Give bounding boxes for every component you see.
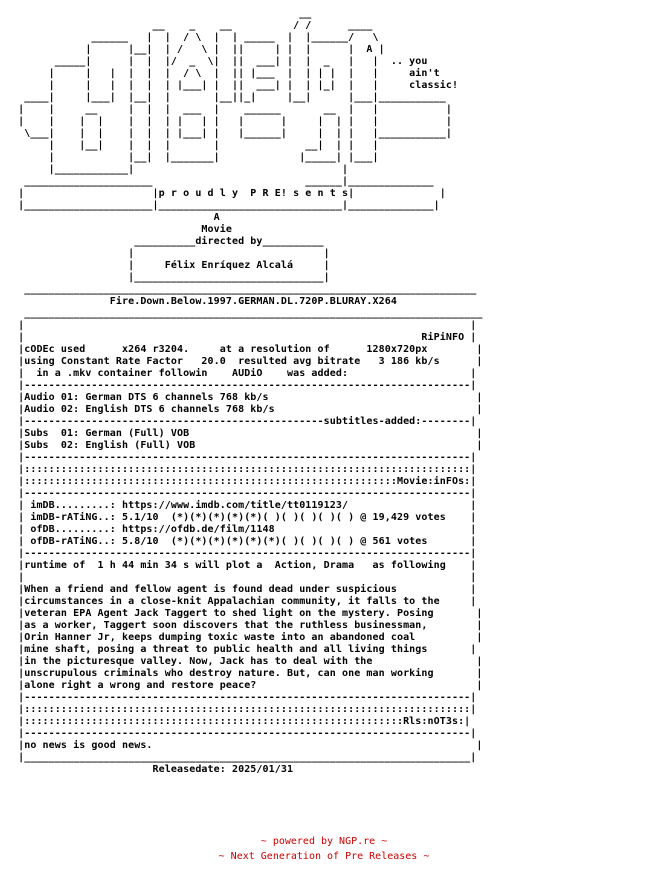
- nfo-line: | in a .mkv container followin AUDiO was added: |: [12, 368, 477, 379]
- nfo-line: |no news is good news. |: [12, 740, 483, 751]
- nfo-line: | ofDB-rATiNG..: 5.8/10 (*)(*)(*)(*)(*)(*)( )( )( )( ) @ 561 votes |: [12, 536, 477, 547]
- nfo-line: |_____________________|______________________________|______________|: [12, 200, 440, 211]
- nfo-line: | imDB-rATiNG..: 5.1/10 (*)(*)(*)(*)(*)( )( )( )( )( ) @ 19,429 votes |: [12, 512, 477, 523]
- nfo-line: |:::::::::::::::::::::::::::::::::::::::::::::::::::::::::::::::::::::::::|: [12, 704, 477, 715]
- nfo-line: |cODEc used x264 r3204. at a resolution of 1280x720px |: [12, 344, 483, 355]
- nfo-line: |Subs 02: English (Full) VOB |: [12, 440, 483, 451]
- nfo-text: [12, 8, 483, 776]
- nfo-line: |runtime of 1 h 44 min 34 s will plot a Action, Drama as following |: [12, 560, 477, 571]
- nfo-line: | |__| | | | | __| | | |: [12, 140, 379, 151]
- nfo-line: __: [12, 8, 367, 19]
- nfo-line: |unscrupulous criminals who destroy nature. But, can one man working |: [12, 668, 483, 679]
- nfo-line: |-------------------------------------------------------------------------|: [12, 692, 477, 703]
- nfo-line: |circumstances in a close-knit Appalachian community, it falls to the |: [12, 596, 477, 607]
- nfo-line: |::::::::::::::::::::::::::::::::::::::::::::::::::::::::::::::Rls:nOT3s:|: [12, 716, 471, 727]
- nfo-line: | imDB.........: https://www.imdb.com/title/tt0119123/ |: [12, 500, 477, 511]
- nfo-line: Releasedate: 2025/01/31: [12, 764, 294, 775]
- nfo-line: _____________________ ______|______________: [12, 176, 434, 187]
- nfo-line: | |: [12, 248, 330, 259]
- nfo-line: |Subs 01: German (Full) VOB |: [12, 428, 483, 439]
- nfo-line: | |__| | / \ | || | | | | A |: [12, 44, 385, 55]
- nfo-line: |in the picturesque valley. Now, Jack has to deal with the |: [12, 656, 483, 667]
- nfo-line: | | | | | | / \ | || |___ | | | | | | ain't: [12, 68, 440, 79]
- nfo-line: |_________________________________________________________________________|: [12, 752, 477, 763]
- nfo-line: A: [12, 212, 220, 223]
- footer: [0, 834, 648, 864]
- tagline: ~ Next Generation of Pre Releases ~: [218, 851, 430, 862]
- powered-by-line: ~ powered by NGP.re ~: [260, 836, 388, 847]
- nfo-line: |:::::::::::::::::::::::::::::::::::::::::::::::::::::::::::::::::::::::::|: [12, 464, 477, 475]
- nfo-line: __ _ __ / / ____: [12, 20, 373, 31]
- nfo-line: __________directed by__________: [12, 236, 324, 247]
- nfo-line: |veteran EPA Agent Jack Taggert to shed light on the mystery. Posing |: [12, 608, 483, 619]
- nfo-line: | | __ | | | ___ | ______ __ | | |: [12, 104, 452, 115]
- nfo-line: | RiPiNFO |: [12, 332, 477, 343]
- nfo-line: | ofDB.........: https://ofdb.de/film/1148 |: [12, 524, 477, 535]
- nfo-line: ___________________________________________________________________________: [12, 308, 483, 319]
- nfo-line: |-------------------------------------------------subtitles-added:--------|: [12, 416, 477, 427]
- nfo-line: |mine shaft, posing a threat to public health and all living things |: [12, 644, 477, 655]
- nfo-line: |-------------------------------------------------------------------------|: [12, 728, 477, 739]
- nfo-line: Fire.Down.Below.1997.GERMAN.DL.720P.BLURAY.X264: [12, 296, 397, 307]
- nfo-line: |Audio 02: English DTS 6 channels 768 kb/s |: [12, 404, 483, 415]
- nfo-line: |-------------------------------------------------------------------------|: [12, 380, 477, 391]
- nfo-line: | |: [12, 572, 477, 583]
- nfo-line: |-------------------------------------------------------------------------|: [12, 488, 477, 499]
- nfo-line: _____| | | |/ _ \| || ___| | | _ | | .. you: [12, 56, 428, 67]
- nfo-line: |_______________________________|: [12, 272, 330, 283]
- nfo-line: \___| | | | | | |___| | |______| | | | |___________|: [12, 128, 452, 139]
- nfo-line: ____| |___| |__| | |__||_| |__| |___|___________: [12, 92, 446, 103]
- nfo-line: Movie: [12, 224, 232, 235]
- nfo-line: | |p r o u d l y P R E! s e n t s| |: [12, 188, 446, 199]
- nfo-line: | | | | | | | | | | | | | | | | |: [12, 116, 452, 127]
- nfo-line: |Orin Hanner Jr, keeps dumping toxic waste into an abandoned coal |: [12, 632, 483, 643]
- nfo-line: |-------------------------------------------------------------------------|: [12, 548, 477, 559]
- nfo-line: |____________| |: [12, 164, 349, 175]
- nfo-line: |Audio 01: German DTS 6 channels 768 kb/s |: [12, 392, 483, 403]
- nfo-line: __________________________________________________________________________: [12, 284, 477, 295]
- nfo-line: | |__| |_______| |_____| |___|: [12, 152, 379, 163]
- nfo-line: |as a worker, Taggert soon discovers that the ruthless businessman, |: [12, 620, 483, 631]
- nfo-line: ______ | | / \ | | _____ | |______/ \: [12, 32, 379, 43]
- nfo-line: |:::::::::::::::::::::::::::::::::::::::::::::::::::::::::::::Movie:inFOs:|: [12, 476, 477, 487]
- nfo-line: |-------------------------------------------------------------------------|: [12, 452, 477, 463]
- nfo-line: | | | | | | |___| | || ___| | | |_| | | classic!: [12, 80, 459, 91]
- nfo-line: | |: [12, 320, 477, 331]
- nfo-line: | Félix Enríquez Alcalá |: [12, 260, 330, 271]
- nfo-line: |alone right a wrong and restore peace? |: [12, 680, 483, 691]
- nfo-line: |using Constant Rate Factor 20.0 resulted avg bitrate 3 186 kb/s |: [12, 356, 483, 367]
- nfo-line: |When a friend and fellow agent is found dead under suspicious |: [12, 584, 477, 595]
